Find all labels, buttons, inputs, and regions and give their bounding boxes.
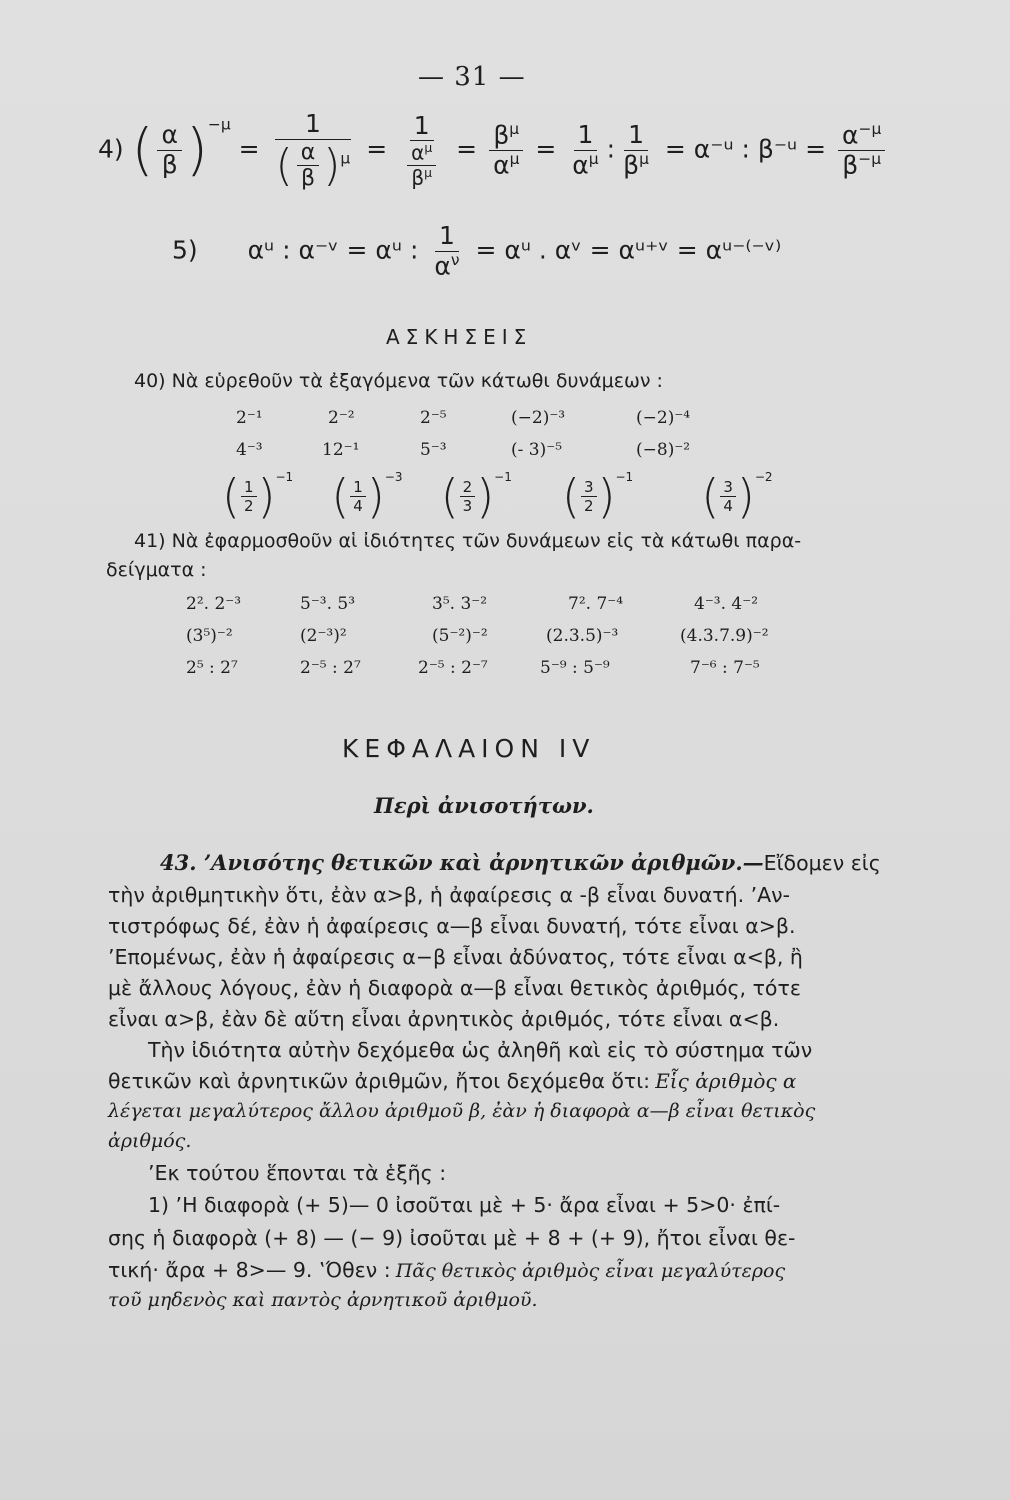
page-number: — 31 — (418, 62, 526, 92)
ex41-r1-c4: 7². 7⁻⁴ (568, 594, 624, 614)
section-43-line-7: Τὴν ἰδιότητα αὐτὴν δεχόμεθα ὡς ἀληθῆ καὶ εἰς τὸ σύστημα τῶν (148, 1038, 813, 1062)
ex41-r2-c4: (2.3.5)⁻³ (546, 626, 619, 646)
section-43-line-1-rest: Εἴδομεν εἰς (763, 851, 881, 875)
section-43-line-4: ’Επομένως, ἐὰν ἡ ἀφαίρεσις α−β εἶναι ἀδύνατος, τότε εἶναι α<β, ἢ (108, 945, 803, 969)
exercise-40-text: 40) Νὰ εὑρεθοῦν τὰ ἐξαγόμενα τῶν κάτωθι δυνάμεων : (134, 370, 663, 392)
section-43-line-12: 1) ’Η διαφορὰ (+ 5)— 0 ἰσοῦται μὲ + 5· ἄρα εἶναι + 5>0· ἐπί- (148, 1193, 781, 1217)
ex41-r3-c3: 2⁻⁵ : 2⁻⁷ (418, 658, 488, 678)
section-43-line-8a: θετικῶν καὶ ἀρνητικῶν ἀριθμῶν, ἤτοι δεχόμεθα ὅτι: (108, 1069, 651, 1093)
chapter-title: ΚΕΦΑΛΑΙΟΝ IV (342, 734, 596, 763)
ex41-r2-c5: (4.3.7.9)⁻² (680, 626, 769, 646)
ex41-r3-c2: 2⁻⁵ : 2⁷ (300, 658, 361, 678)
section-43-line-5: μὲ ἄλλους λόγους, ἐὰν ἡ διαφορὰ α—β εἶναι θετικὸς ἀριθμός, τότε (108, 976, 801, 1000)
ex41-r3-c4: 5⁻⁹ : 5⁻⁹ (540, 658, 610, 678)
ex40-r2-c1: 4⁻³ (236, 440, 263, 460)
chapter-subtitle: Περὶ ἀνισοτήτων. (374, 793, 594, 818)
section-43-line-2: τὴν ἀριθμητικὴν ὅτι, ἐὰν α>β, ἡ ἀφαίρεσις α -β εἶναι δυνατή. ’Αν- (108, 883, 791, 907)
section-43-line-13: σης ἡ διαφορὰ (+ 8) — (− 9) ἰσοῦται μὲ + 8 + (+ 9), ἤτοι εἶναι θε- (108, 1226, 796, 1250)
section-43-line-8b: Εἷς ἀριθμὸς α (655, 1069, 797, 1093)
ex40-r2-c3: 5⁻³ (420, 440, 447, 460)
ex40-r1-c1: 2⁻¹ (236, 408, 263, 428)
ex41-r1-c1: 2². 2⁻³ (186, 594, 242, 614)
section-43-line-8 (108, 1069, 796, 1093)
formula-4-label: 4) (98, 134, 124, 164)
ex41-r3-c5: 7⁻⁶ : 7⁻⁵ (690, 658, 760, 678)
ex41-r1-c5: 4⁻³. 4⁻² (694, 594, 759, 614)
exercise-41-text-line1: 41) Νὰ ἐφαρμοσθοῦν αἱ ἰδιότητες τῶν δυνάμεων εἰς τὰ κάτωθι παρα- (134, 530, 802, 552)
formula-5-rest: = αᵘ . αᵛ = αᵘ⁺ᵛ = αᵘ⁻⁽⁻ᵛ⁾ (475, 235, 782, 265)
ex41-r2-c3: (5⁻²)⁻² (432, 626, 488, 646)
ex40-r2-c2: 12⁻¹ (322, 440, 360, 460)
ex40-r1-c2: 2⁻² (328, 408, 355, 428)
section-43-line-10: ἀριθμός. (108, 1130, 192, 1152)
ex41-r1-c3: 3⁵. 3⁻² (432, 594, 488, 614)
section-43-line-14 (108, 1258, 785, 1282)
ex41-r3-c1: 2⁵ : 2⁷ (186, 658, 238, 678)
ex41-r2-c1: (3⁵)⁻² (186, 626, 233, 646)
formula-5: 5) αᵘ : α⁻ᵛ = αᵘ : $\frac{1}{\alpha^\nu}$ = αᵘ . αᵛ = αᵘ⁺ᵛ = αᵘ⁻⁽⁻ᵛ⁾ (172, 221, 782, 281)
formula-4: 4) ( $\frac{\alpha}{\beta}$ )$^{-\mu}$ = 1 ( $\frac{\alpha}{\beta}$ )$^\mu$ = $\frac{1}{\frac{\alpha^\mu}{\beta^\mu}}$ = $\frac{\beta^\mu}{\alpha^\mu}$ = $\frac{1}{\alpha^\mu}$ : $\frac{1}{\beta^\mu}$ = α⁻ᵘ : β⁻ᵘ = $\frac{\alpha^{-\mu}}{\beta^{-\mu}}$ (98, 110, 889, 191)
exercise-40-fraction-row: ( $\frac{1}{2}$ )$^{-1}$ ( $\frac{1}{4}$ )$^{-3}$ ( $\frac{2}{3}$ )$^{-1}$ ( $\frac{3}{2}$ )$^{-1}$ ( $\frac{3}{4}$ )$^{-2}$ (222, 469, 773, 524)
formula-4-middle: = α⁻ᵘ : β⁻ᵘ = (664, 134, 827, 164)
section-43-line-14b: Πᾶς θετικὸς ἀριθμὸς εἶναι μεγαλύτερος (395, 1260, 786, 1282)
section-43-line-3: τιστρόφως δέ, ἐὰν ἡ ἀφαίρεσις α—β εἶναι δυνατή, τότε εἶναι α>β. (108, 914, 796, 938)
exercise-41-text-line2: δείγματα : (106, 559, 207, 581)
ex41-r1-c2: 5⁻³. 5³ (300, 594, 356, 614)
formula-5-start: αᵘ : α⁻ᵛ = αᵘ : (247, 235, 419, 265)
section-43-title: 43. ’Ανισότης θετικῶν καὶ ἀρνητικῶν ἀριθμῶν.— (160, 850, 764, 875)
ex40-r1-c3: 2⁻⁵ (420, 408, 447, 428)
ex40-r1-c4: (−2)⁻³ (511, 408, 566, 428)
section-43-line-6: εἶναι α>β, ἐὰν δὲ αὕτη εἶναι ἀρνητικὸς ἀριθμός, τότε εἶναι α<β. (108, 1007, 780, 1031)
section-43-line-9: λέγεται μεγαλύτερος ἄλλου ἀριθμοῦ β, ἐὰν ἡ διαφορὰ α—β εἶναι θετικὸς (108, 1100, 816, 1122)
exercises-heading: ΑΣΚΗΣΕΙΣ (386, 325, 533, 349)
section-43-line-1 (160, 850, 881, 875)
ex40-r2-c5: (−8)⁻² (636, 440, 691, 460)
formula-5-label: 5) (172, 235, 198, 265)
ex40-r2-c4: (- 3)⁻⁵ (511, 440, 563, 460)
section-43-line-15: τοῦ μηδενὸς καὶ παντὸς ἀρνητικοῦ ἀριθμοῦ. (108, 1289, 538, 1311)
ex40-r1-c5: (−2)⁻⁴ (636, 408, 691, 428)
ex41-r2-c2: (2⁻³)² (300, 626, 347, 646)
section-43-line-14a: τική· ἄρα + 8>— 9. ‛Όθεν : (108, 1258, 391, 1282)
section-43-line-11: ’Εκ τούτου ἕπονται τὰ ἑξῆς : (148, 1161, 447, 1185)
